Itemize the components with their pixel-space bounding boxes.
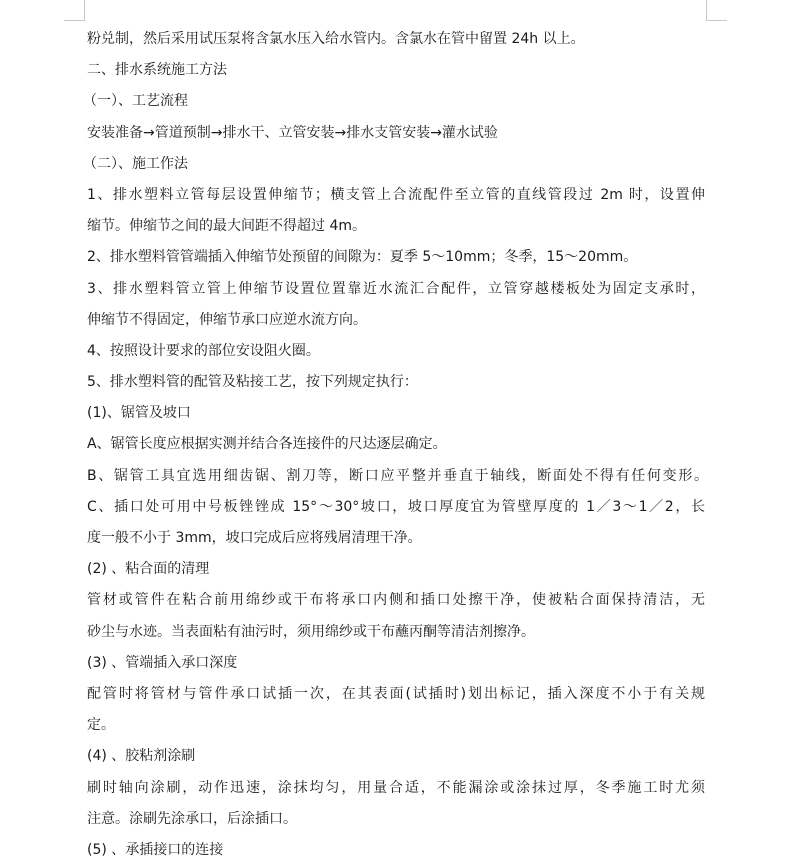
paragraph-line: A、锯管长度应根据实测并结合各连接件的尺达逐层确定。 [87,436,447,453]
item-heading: (2) 、粘合面的清理 [87,561,210,578]
paragraph-line: 度一般不小于 3mm，坡口完成后应将残屑清理干净。 [87,530,422,546]
item-heading: (4) 、胶粘剂涂刷 [87,748,196,765]
paragraph-line: 缩节。伸缩节之间的最大间距不得超过 4m。 [87,218,366,235]
paragraph-line: 3、排水塑料管立管上伸缩节设置位置靠近水流汇合配件，立管穿越楼板处为固定支承时， [87,280,705,297]
paragraph-line: 注意。涂刷先涂承口，后涂插口。 [87,810,297,827]
item-heading: (5) 、承插接口的连接 [87,841,224,858]
paragraph-line: C、插口处可用中号板锉锉成 15°～30°坡口，坡口厚度宜为管壁厚度的 1／3～1／2，长 [87,498,705,515]
paragraph-line: 伸缩节不得固定，伸缩节承口应逆水流方向。 [87,311,367,328]
page-corner-mark-left [64,0,85,21]
paragraph-line: 粉兑制，然后采用试压泵将含氯水压入给水管内。含氯水在管中留置 24h 以上。 [87,31,585,47]
section-heading: 二、排水系统施工方法 [87,62,227,79]
paragraph-line: 安装准备→管道预制→排水干、立管安装→排水支管安装→灌水试验 [87,124,498,141]
subsection-heading: （一）、工艺流程 [83,93,188,110]
item-heading: (3) 、管端插入承口深度 [87,654,238,671]
paragraph-line: 5、排水塑料管的配管及粘接工艺，按下列规定执行： [87,374,418,391]
item-heading: (1)、锯管及坡口 [87,405,191,422]
paragraph-line: 4、按照设计要求的部位安设阻火圈。 [87,342,320,359]
page-corner-mark-right [706,0,727,21]
paragraph-line: 定。 [87,717,115,734]
document-body [83,24,727,866]
paragraph-line: 1、排水塑料立管每层设置伸缩节；横支管上合流配件至立管的直线管段过 2m 时，设置伸 [87,186,705,203]
paragraph-line: 2、排水塑料管管端插入伸缩节处预留的间隙为：夏季 5～10mm；冬季，15～20mm。 [87,249,638,266]
paragraph-line: B、锯管工具宜选用细齿锯、割刀等，断口应平整并垂直于轴线，断面处不得有任何变形。 [87,467,708,484]
paragraph-line: 管材或管件在粘合前用绵纱或干布将承口内侧和插口处擦干净，使被粘合面保持清洁，无 [87,592,705,609]
paragraph-line: 配管时将管材与管件承口试插一次，在其表面(试插时)划出标记，插入深度不小于有关规 [87,685,705,702]
subsection-heading: （二）、施工作法 [83,155,188,172]
paragraph-line: 刷时轴向涂刷，动作迅速，涂抹均匀，用量合适，不能漏涂或涂抹过厚，冬季施工时尤须 [87,779,705,796]
paragraph-line: 砂尘与水迹。当表面粘有油污时，须用绵纱或干布蘸丙酮等清洁剂擦净。 [87,623,535,640]
